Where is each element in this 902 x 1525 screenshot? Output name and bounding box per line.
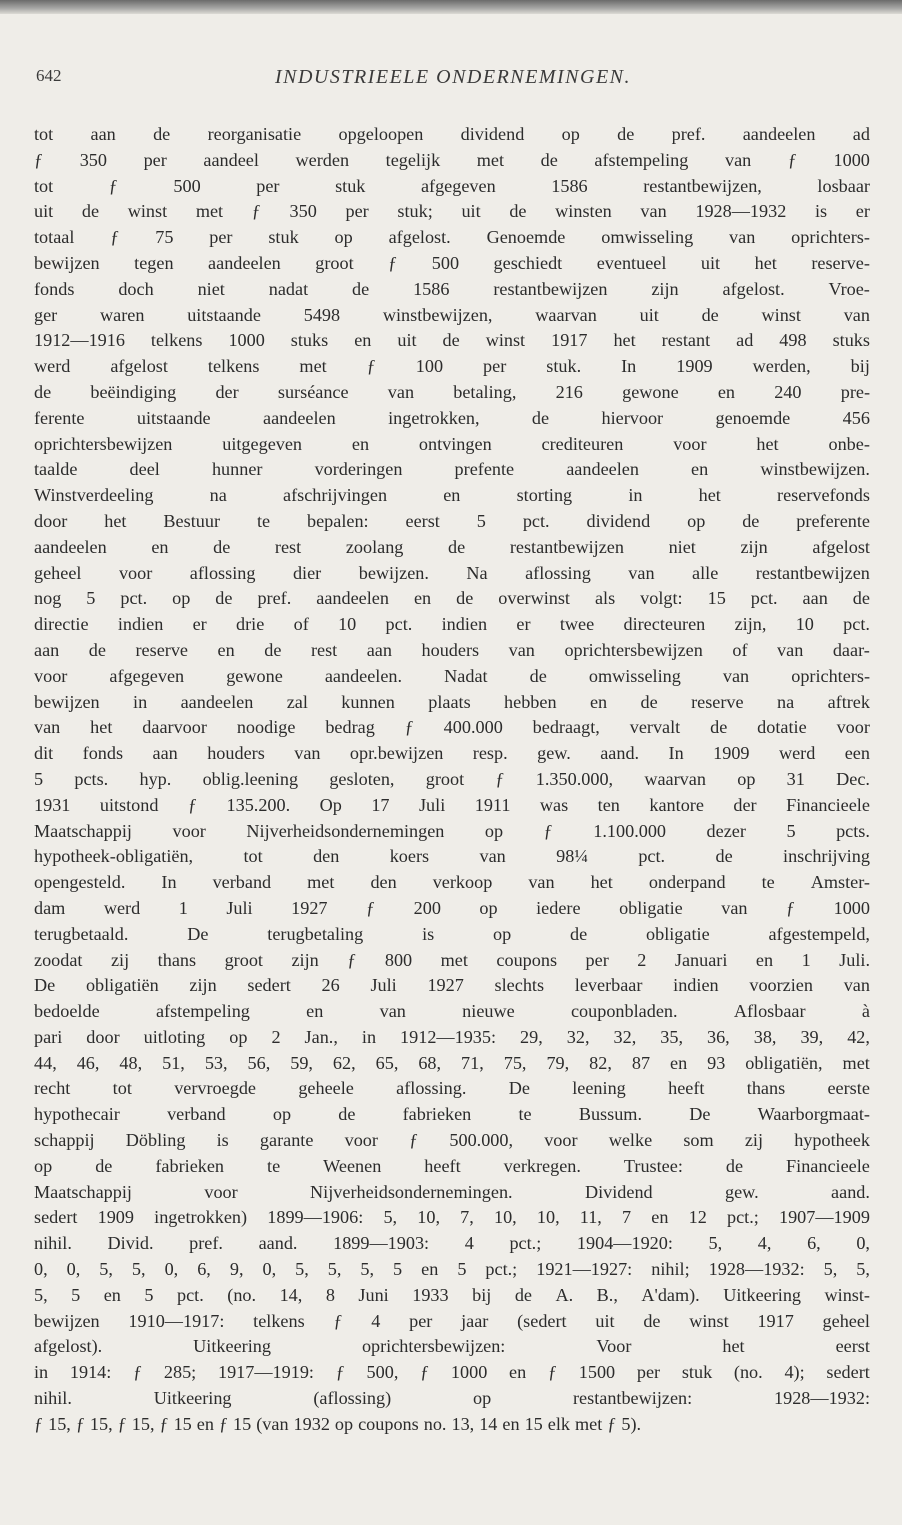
text-line: Maatschappij voor Nijverheidsondernemingen op ƒ 1.100.000 dezer 5 pcts. xyxy=(34,820,870,841)
text-line: 5, 5 en 5 pct. (no. 14, 8 Juni 1933 bij de A. B., A'dam). Uitkeering winst- xyxy=(34,1284,870,1305)
text-line: directie indien er drie of 10 pct. indien er twee directeuren zijn, 10 pct. xyxy=(34,614,870,635)
text-line: ƒ 350 per aandeel werden tegelijk met de afstempeling van ƒ 1000 xyxy=(34,149,870,170)
text-line: opengesteld. In verband met den verkoop van het onderpand te Amster- xyxy=(34,872,870,893)
text-line: uit de winst met ƒ 350 per stuk; uit de winsten van 1928—1932 is er xyxy=(34,201,870,222)
text-line: fonds doch niet nadat de 1586 restantbewijzen zijn afgelost. Vroe- xyxy=(34,278,870,299)
text-line: totaal ƒ 75 per stuk op afgelost. Genoemde omwisseling van oprichters- xyxy=(34,227,870,248)
body-text xyxy=(34,122,870,1438)
text-line: bewijzen 1910—1917: telkens ƒ 4 per jaar (sedert uit de winst 1917 geheel xyxy=(34,1310,870,1331)
text-line: nog 5 pct. op de pref. aandeelen en de overwinst als volgt: 15 pct. aan de xyxy=(34,588,870,609)
text-line: op de fabrieken te Weenen heeft verkregen. Trustee: de Financieele xyxy=(34,1155,870,1176)
text-line: voor afgegeven gewone aandeelen. Nadat de omwisseling van oprichters- xyxy=(34,665,870,686)
text-line: bedoelde afstempeling en van nieuwe couponbladen. Aflosbaar à xyxy=(34,1001,870,1022)
text-line: recht tot vervroegde geheele aflossing. De leening heeft thans eerste xyxy=(34,1078,870,1099)
text-line: 1912—1916 telkens 1000 stuks en uit de winst 1917 het restant ad 498 stuks xyxy=(34,330,870,351)
text-line: Winstverdeeling na afschrijvingen en storting in het reservefonds xyxy=(34,485,870,506)
text-line: taalde deel hunner vorderingen prefente aandeelen en winstbewijzen. xyxy=(34,459,870,480)
text-line: oprichtersbewijzen uitgegeven en ontvingen crediteuren voor het onbe- xyxy=(34,433,870,454)
text-line: 44, 46, 48, 51, 53, 56, 59, 62, 65, 68, 71, 75, 79, 82, 87 en 93 obligatiën, met xyxy=(34,1052,870,1073)
text-line: bewijzen in aandeelen zal kunnen plaats hebben en de reserve na aftrek xyxy=(34,691,870,712)
running-title: INDUSTRIEELE ONDERNEMINGEN. xyxy=(274,66,632,88)
text-line: geheel voor aflossing dier bewijzen. Na aflossing van alle restantbewijzen xyxy=(34,562,870,583)
text-line: dam werd 1 Juli 1927 ƒ 200 op iedere obligatie van ƒ 1000 xyxy=(34,897,870,918)
text-line: ger waren uitstaande 5498 winstbewijzen, waarvan uit de winst van xyxy=(34,304,870,325)
text-line: schappij Döbling is garante voor ƒ 500.000, voor welke som zij hypotheek xyxy=(34,1130,870,1151)
text-line: ƒ 15, ƒ 15, ƒ 15, ƒ 15 en ƒ 15 (van 1932 op coupons no. 13, 14 en 15 elk met ƒ 5). xyxy=(34,1413,642,1434)
text-line: hypothecair verband op de fabrieken te Bussum. De Waarborgmaat- xyxy=(34,1104,870,1125)
page-header xyxy=(36,66,870,96)
text-line: tot aan de reorganisatie opgeloopen dividend op de pref. aandeelen ad xyxy=(34,124,870,144)
text-line: dit fonds aan houders van opr.bewijzen resp. gew. aand. In 1909 werd een xyxy=(34,743,870,764)
text-line: Maatschappij voor Nijverheidsondernemingen. Dividend gew. aand. xyxy=(34,1181,870,1202)
text-line: 5 pcts. hyp. oblig.leening gesloten, groot ƒ 1.350.000, waarvan op 31 Dec. xyxy=(34,768,870,789)
text-line: aan de reserve en de rest aan houders van oprichtersbewijzen of van daar- xyxy=(34,639,870,660)
text-line: aandeelen en de rest zoolang de restantbewijzen niet zijn afgelost xyxy=(34,536,870,557)
page-number: 642 xyxy=(36,66,62,85)
text-line: nihil. Divid. pref. aand. 1899—1903: 4 pct.; 1904—1920: 5, 4, 6, 0, xyxy=(34,1233,870,1254)
text-line: terugbetaald. De terugbetaling is op de obligatie afgestempeld, xyxy=(34,923,870,944)
text-line: sedert 1909 ingetrokken) 1899—1906: 5, 10, 7, 10, 10, 11, 7 en 12 pct.; 1907—1909 xyxy=(34,1207,870,1228)
text-line: pari door uitloting op 2 Jan., in 1912—1935: 29, 32, 32, 35, 36, 38, 39, 42, xyxy=(34,1026,870,1047)
text-line: zoodat zij thans groot zijn ƒ 800 met coupons per 2 Januari en 1 Juli. xyxy=(34,949,870,970)
text-line: ferente uitstaande aandeelen ingetrokken, de hiervoor genoemde 456 xyxy=(34,407,870,428)
text-line: werd afgelost telkens met ƒ 100 per stuk. In 1909 werden, bij xyxy=(34,356,870,377)
text-line: hypotheek-obligatiën, tot den koers van 98¼ pct. de inschrijving xyxy=(34,846,870,867)
text-line: door het Bestuur te bepalen: eerst 5 pct. dividend op de preferente xyxy=(34,510,870,531)
text-line: 0, 0, 5, 5, 0, 6, 9, 0, 5, 5, 5, 5 en 5 pct.; 1921—1927: nihil; 1928—1932: 5, 5, xyxy=(34,1259,870,1280)
page-top-edge xyxy=(0,0,902,14)
text-line: van het daarvoor noodige bedrag ƒ 400.000 bedraagt, vervalt de dotatie voor xyxy=(34,717,870,738)
text-line: 1931 uitstond ƒ 135.200. Op 17 Juli 1911 was ten kantore der Financieele xyxy=(34,794,870,815)
text-line: in 1914: ƒ 285; 1917—1919: ƒ 500, ƒ 1000 en ƒ 1500 per stuk (no. 4); sedert xyxy=(34,1362,870,1383)
text-line: De obligatiën zijn sedert 26 Juli 1927 slechts leverbaar indien voorzien van xyxy=(34,975,870,996)
text-line: bewijzen tegen aandeelen groot ƒ 500 geschiedt eventueel uit het reserve- xyxy=(34,252,870,273)
text-line: de beëindiging der surséance van betaling, 216 gewone en 240 pre- xyxy=(34,381,870,402)
text-line: tot ƒ 500 per stuk afgegeven 1586 restantbewijzen, losbaar xyxy=(34,175,870,196)
text-line: nihil. Uitkeering (aflossing) op restantbewijzen: 1928—1932: xyxy=(34,1388,870,1409)
text-line: afgelost). Uitkeering oprichtersbewijzen: Voor het eerst xyxy=(34,1336,870,1357)
